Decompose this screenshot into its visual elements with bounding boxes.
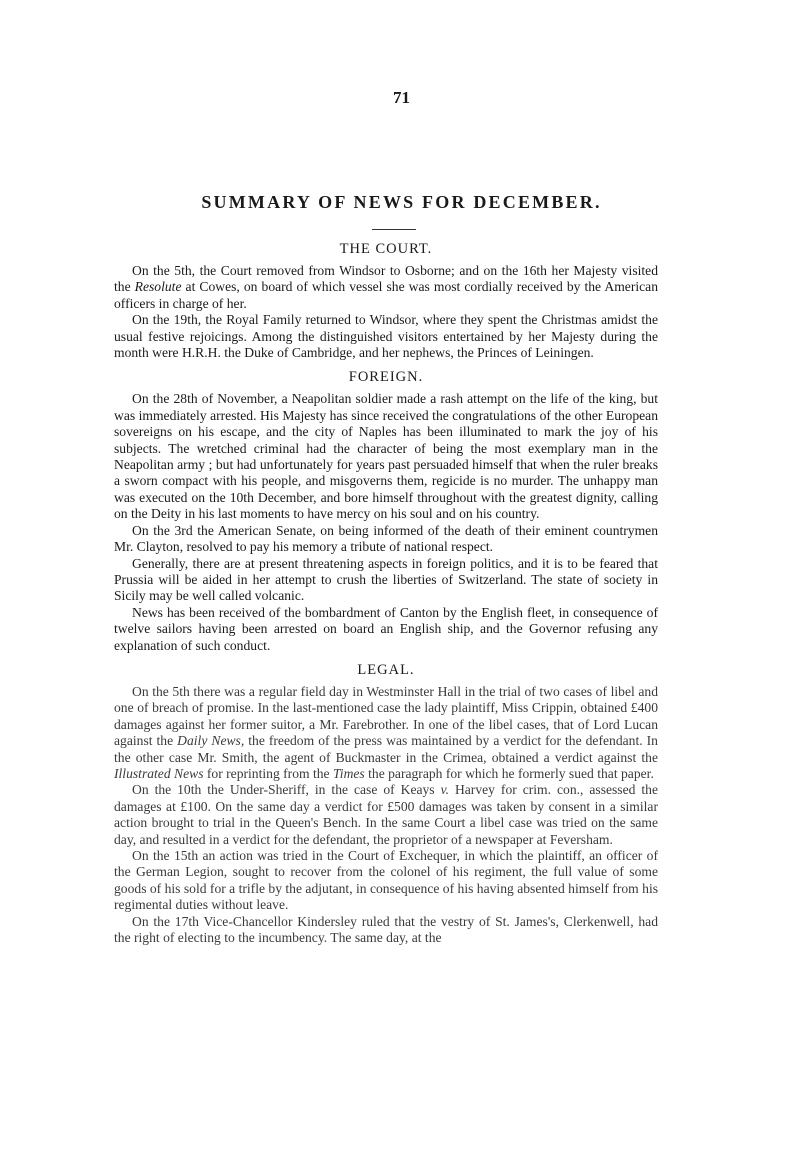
title-divider xyxy=(372,229,416,230)
paragraph: On the 5th, the Court removed from Windsor to Osborne; and on the 16th her Majesty visited the Resolute at Cowes, on board of which vessel she was most cordially received by the American officers in charge of her. xyxy=(114,263,658,311)
paragraph: On the 3rd the American Senate, on being informed of the death of their eminent countrymen Mr. Clayton, resolved to pay his memory a tribute of national respect. xyxy=(114,522,658,555)
paragraph: On the 5th there was a regular field day in Westminster Hall in the trial of two cases of libel and one of breach of promise. In the last-mentioned case the lady plaintiff, Miss Crippin, obtained £400 damages against her former suitor, a Mr. Farebrother. In one of the libel cases, that of Lord Lucan against the Daily News, the freedom of the press was maintained by a verdict for the defendant. In the other case Mr. Smith, the agent of Buckmaster in the Crimea, obtained a verdict against the Illustrated News for reprinting from the Times the paragraph for which he formerly sued that paper. xyxy=(114,683,658,781)
article-body xyxy=(114,240,658,946)
paragraph: On the 28th of November, a Neapolitan soldier made a rash attempt on the life of the king, but was immediately arrested. His Majesty has since received the congratulations of the other European sovereigns on his escape, and the city of Naples has been illuminated to mark the joy of his subjects. The wretched criminal had the character of being the most exemplary man in the Neapolitan army ; but had unfortunately for years past persuaded himself that when the ruler breaks a sworn compact with his people, and misgoverns them, regicide is no murder. The unhappy man was executed on the 10th December, and bore himself throughout with the greatest dignity, calling on the Deity in his last moments to have mercy on his soul and on his country. xyxy=(114,391,658,522)
paragraph: News has been received of the bombardment of Canton by the English fleet, in consequence of twelve sailors having been arrested on board an English ship, and the Governor refusing any explanation of such conduct. xyxy=(114,604,658,653)
section-heading: FOREIGN. xyxy=(348,369,424,386)
italic-text: v. xyxy=(440,782,449,798)
paragraph: On the 15th an action was tried in the Court of Exchequer, in which the plaintiff, an officer of the German Legion, sought to recover from the colonel of his regiment, the full value of some goods of his sold for a trifle by the adjutant, in consequence of his having absented himself from his regimental duties without leave. xyxy=(114,848,659,913)
section-heading: THE COURT. xyxy=(339,241,433,257)
italic-text: Illustrated News xyxy=(114,765,204,781)
italic-text: Resolute xyxy=(134,279,182,295)
italic-text: Times xyxy=(332,765,365,781)
paragraph: On the 10th the Under-Sheriff, in the case of Keays v. Harvey for crim. con., assessed the damages at £100. On the same day a verdict for £500 damages was taken by consent in a similar action brought to trial in the Queen's Bench. In the same Court a libel case was tried on the same day, and resulted in a verdict for the defendant, the proprietor of a newspaper at Feversham. xyxy=(114,782,658,847)
paragraph: Generally, there are at present threatening aspects in foreign politics, and it is to be feared that Prussia will be aided in her attempt to crush the liberties of Switzerland. The state of society in Sicily may be well called volcanic. xyxy=(114,555,658,604)
page-number: 71 xyxy=(393,88,410,107)
section-heading: LEGAL. xyxy=(357,661,415,678)
paragraph: On the 19th, the Royal Family returned to Windsor, where they spent the Christmas amidst the usual festive rejoicings. Among the distinguished visitors entertained by her Majesty during the month were H.R.H. the Duke of Cambridge, and her nephews, the Princes of Leiningen. xyxy=(114,312,658,361)
paragraph: On the 17th Vice-Chancellor Kindersley ruled that the vestry of St. James's, Clerkenwell, had the right of electing to the incumbency. The same day, at the xyxy=(114,913,658,946)
italic-text: Daily News, xyxy=(177,733,245,749)
page-title: SUMMARY OF NEWS FOR DECEMBER. xyxy=(201,192,602,212)
